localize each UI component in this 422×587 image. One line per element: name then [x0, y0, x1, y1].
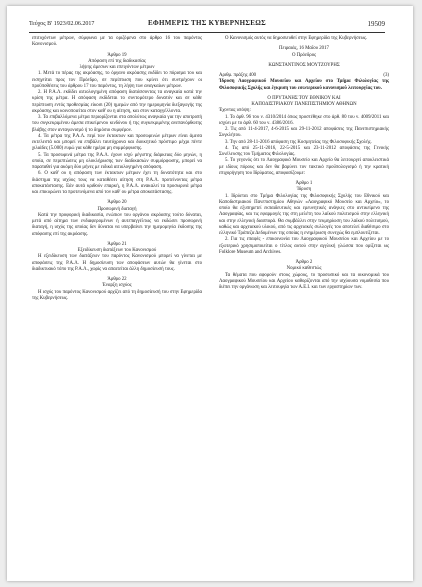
- paragraph: Η ισχύς του παρόντος Κανονισμού αρχίζει από τη δημοσίευσή του στην Εφημερίδα της Κυβερνήσεως.: [32, 289, 202, 301]
- paragraph: Ο Κανονισμός αυτός να δημοσιευθεί στην Εφημερίδα της Κυβερνήσεως.: [225, 36, 368, 41]
- article-title: Άρθρο 21: [107, 241, 127, 247]
- decision-code: (3): [383, 73, 389, 78]
- left-column: [32, 36, 202, 302]
- paragraph: 1. Το άρθ. 96 του ν. 4310/2014 όπως προστέθηκε στο άρθ. 80 του ν. 4009/2011 και ισχύει με το άρθ. 60 του ν. 4386/2016.: [219, 114, 389, 126]
- paragraph: επιτυχόντων μέτρων, σύμφωνα με τα οριζόμενα στο άρθρο 16 του παρόντος Κανονισμού.: [32, 36, 202, 48]
- article-subtitle: Έναρξη ισχύος: [102, 283, 132, 289]
- article-subtitle: Νομικό καθεστώς: [286, 266, 322, 272]
- paragraph: 5. Το γεγονός ότι το Λαογραφικό Μουσείο και Αρχείο θα λειτουργεί αποκλειστικά με ιδίους πόρους και δεν θα βαρύνει τον τακτικό προϋπολογισμό ή την κρατική επιχορήγηση του Ιδρύματος, αποφασίζουμε:: [219, 158, 389, 176]
- rector-heading: ΚΑΠΟΔΙΣΤΡΙΑΚΟΥ ΠΑΝΕΠΙΣΤΗΜΙΟΥ ΑΘΗΝΩΝ: [251, 102, 357, 107]
- article-subtitle: Εξειδίκευση διατάξεων του Κανονισμού: [77, 248, 157, 253]
- article-title: Άρθρο 22: [107, 277, 127, 282]
- place-date: Πειραιάς, 16 Μαΐου 2017: [279, 46, 329, 52]
- paragraph: Η εξειδίκευση των διατάξεων του παρόντος Κανονισμού μπορεί να γίνεται με αποφάσεις της Ρ.Α.Λ. Η δημοσίευση των αποφάσεων αυτών θα γίνεται στο διαδικτυακό τόπο της Ρ.Α.Λ., χωρίς να απαιτείται άλλη δημοσίευσή τους.: [32, 254, 202, 272]
- right-column: [219, 36, 389, 291]
- paragraph: 1. Ιδρύεται στο Τμήμα Φιλολογίας της Φιλοσοφικής Σχολής του Εθνικού και Καποδιστριακού Πανεπιστημίου Αθηνών «Λαογραφικό Μουσείο και Αρχείο», το οποίο θα εξυπηρετεί εκπαιδευτικές και ερευνητικές ανάγκες στο αντικείμενο της Λαογραφίας, και τις εφαρμογές της στη μελέτη του λαϊκού πολιτισμού στην ελληνική και στην ελληνική διασπορά. Θα συμβάλλει στην τεκμηρίωση του λαϊκού πολιτισμού, καθώς και αρχειακού υλικού, από τις αρχειακές συλλογές του αποτελεί διαθέσιμο στο ελληνικό Τράπεζα Δεδομένων της οποίας η ενημέρωση συνεχώς θα εμπλουτίζεται.: [219, 193, 389, 236]
- decision-title: Ίδρυση Λαογραφικού Μουσείου και Αρχείου στο Τμήμα Φιλολογίας της Φιλοσοφικής Σχολής και έγκριση του εσωτερικού κανονισμού λειτουργίας του.: [219, 79, 389, 91]
- paragraph: 2. Για τις επαφές - επικοινωνία του Λαογραφικού Μουσείου και Αρχείου με το εξωτερικό χρησιμοποιείται ο τίτλος αυτού στην αγγλική γλώσσα που ορίζεται ως Folklore Museum and Archives.: [219, 237, 389, 255]
- document-page: [7, 6, 413, 581]
- page-header: [29, 18, 385, 33]
- gazette-title: ΕΦΗΜΕΡΙΣ ΤΗΣ ΚΥΒΕΡΝΗΣΕΩΣ: [147, 19, 267, 27]
- paragraph: 3. Τα επιβαλλόμενα μέτρα περιορίζονται στα απολύτως αναγκαία για την αποτροπή του συγκεκριμένου άμεσα επικείμενου κινδύνου ή της συγκεκριμένης ανεπανόρθωτης βλάβης στον ανταγωνισμό ή το δημόσιο συμφέρον.: [32, 115, 202, 133]
- paragraph: 6. Ο καθ' ου η απόφαση των έκτακτων μέτρων έχει τη δυνατότητα και στο διάστημα της ισχύος τους να καταθέσει αίτηση στη Ρ.Α.Λ. προτείνοντας μέτρα αποκατάστασης. Εάν αυτά κριθούν επαρκή, η Ρ.Α.Λ. ανακαλεί τα προσωρινά μέτρα και επικυρώνει τα προτεινόμενα από τον καθ' ου μέτρα αποκατάστασης.: [32, 171, 202, 195]
- paragraph: Τα θέματα που αφορούν στους χώρους, το προσωπικό και τα οικονομικά του Λαογραφικού Μουσείου και Αρχείου καθορίζονται από την ισχύουσα νομοθεσία που διέπει την οργάνωση και λειτουργία των Α.Ε.Ι. και των εργαστηρίων των.: [219, 272, 389, 290]
- article-title: Άρθρο 19: [107, 52, 127, 58]
- article-title: Άρθρο 1: [295, 181, 313, 186]
- paragraph: Κατά την προφορική διαδικασία, ενώπιον του οργάνου ακρόασης τούτο δύναται, μετά από αίτημα των ενδιαφερομένων ή αυτεπαγγέλτως να εκδώσει προσωρινή διαταγή, η ισχύς της οποίας δεν δύναται να υπερβαίνει την ημερομηνία έκδοσης της απόφασης επί της ακρόασης.: [32, 212, 202, 237]
- article-subtitle: λήψης άμεσων και επειγόντων μέτρων: [79, 65, 155, 70]
- article-subtitle: Ίδρυση: [296, 187, 312, 193]
- decision-number: Αριθμ. πράξης 400: [219, 73, 257, 78]
- paragraph: 4. Τα μέτρα της Ρ.Α.Λ. περί των έκτακτων και προσωρινών μέτρων είναι άμεσα εκτελεστά και μπορεί να επιβάλει ταυτόχρονα και διοικητικό πρόστιμο μέχρι πέντε χιλιάδες (5.000) ευρώ για κάθε ημέρα μη συμμόρφωσης.: [32, 133, 202, 152]
- signer-name: ΚΩΝΣΤΑΝΤΙΝΟΣ ΜΟΥΤΖΟΥΡΗΣ: [268, 62, 340, 68]
- paragraph: 1. Μετά το πέρας της ακρόασης, το όργανο ακρόασης εκδίδει το πόρισμα του και εισηγείται προς τον Πρόεδρο, σε περίπτωση που κρίνει ότι συντρέχουν οι προϋποθέσεις του άρθρου 17 του παρόντος, τη λήψη των αναγκαίων μέτρων.: [32, 71, 202, 89]
- article-title: Άρθρο 20: [107, 200, 127, 206]
- page-number: 19509: [367, 20, 385, 28]
- paragraph: 2. Τις από 11-4-2017, 4-6-2015 και 29-11-2012 αποφάσεις της Πανεπιστημιακής Συγκλήτου.: [219, 127, 389, 139]
- paragraph: 3. Την από 28-11-2016 απόφαση της Κοσμητείας της Φιλοσοφικής Σχολής.: [225, 139, 372, 145]
- paragraph: 5. Τα προσωρινά μέτρα της Ρ.Α.Λ. έχουν ισχύ μέγιστης διάρκειας δύο μηνών, η οποία, σε περιπτώσεις μη ολοκλήρωσης των διαδικασιών συμμόρφωσης, μπορεί να παραταθεί για ακόμη δύο μήνες με ειδικά αιτιολογημένη απόφαση.: [32, 152, 202, 170]
- article-subtitle: Προσωρινή διαταγή: [97, 206, 137, 212]
- article-subtitle: Απόφαση επί της διαδικασίας: [88, 58, 146, 64]
- article-title: Άρθρο 2: [295, 260, 313, 265]
- signer-role: Ο Πρόεδρος: [291, 52, 317, 58]
- considerations-intro: Έχοντας υπόψη:: [219, 108, 251, 114]
- rector-heading: Ο ΠΡΥΤΑΝΗΣ ΤΟΥ ΕΘΝΙΚΟΥ ΚΑΙ: [267, 95, 341, 101]
- paragraph: 2. Η Ρ.Α.Λ. εκδίδει αιτιολογημένη απόφαση διατάσσοντας τα αναγκαία κατά την κρίση της μέτρα. Η απόφαση εκδίδεται το συντομότερο δυνατόν και σε κάθε περίπτωση εντός προθεσμίας είκοσι (20) ημερών από την ημερομηνία διεξαγωγής της ακρόασης και κοινοποιείται στον καθ' ου η αίτηση, και στον καταγγέλλοντα.: [32, 90, 202, 114]
- paragraph: 4. Τις από 25-11-2016, 22-5-2015 και 23-11-2012 αποφάσεις της Γενικής Συνέλευσης του Τμήματος Φιλολογίας.: [219, 145, 389, 157]
- issue-reference: Τεύχος Β' 1923/02.06.2017: [29, 21, 95, 27]
